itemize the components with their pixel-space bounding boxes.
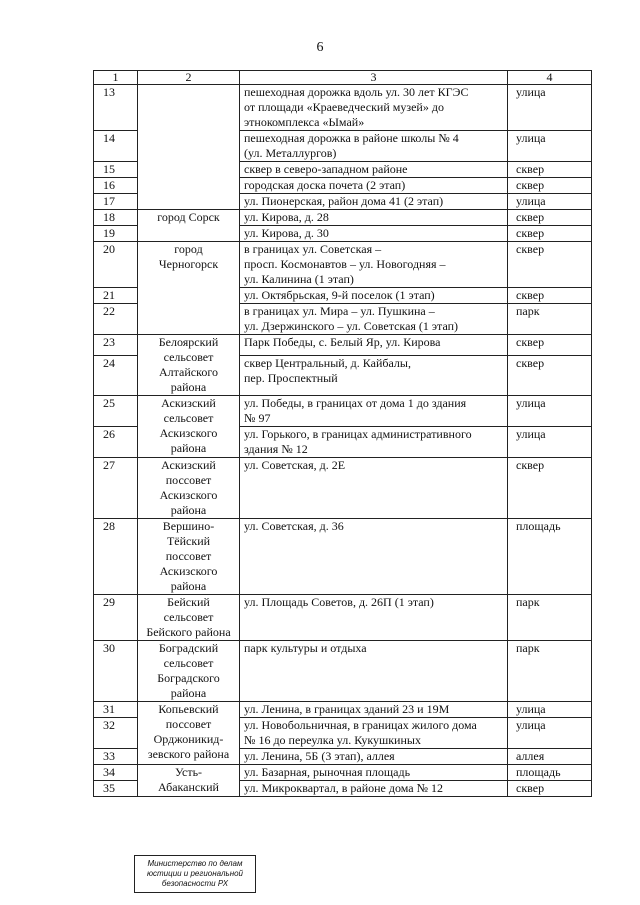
municipality-line: город Сорск — [157, 210, 220, 224]
object-line: ул. Октябрьская, 9-й поселок (1 этап) — [244, 288, 435, 302]
object-type: улица — [508, 718, 592, 749]
object-line: просп. Космонавтов – ул. Новогодняя – — [244, 257, 446, 271]
object-line: ул. Базарная, рыночная площадь — [244, 765, 411, 779]
object-cell — [240, 427, 508, 458]
object-line: пешеходная дорожка в районе школы № 4 — [244, 131, 459, 145]
municipality-line: сельсовет — [163, 656, 214, 670]
object-type: улица — [508, 427, 592, 458]
object-type: сквер — [508, 210, 592, 226]
municipality-line: поссовет — [165, 549, 212, 563]
object-line: (ул. Металлургов) — [244, 146, 337, 160]
municipality-cell — [138, 458, 240, 519]
object-type: сквер — [508, 178, 592, 194]
row-number: 29 — [94, 595, 138, 641]
object-line: сквер в северо-западном районе — [244, 162, 408, 176]
object-line: ул. Горького, в границах административного — [244, 427, 472, 441]
object-line: ул. Ленина, 5Б (3 этап), аллея — [244, 749, 395, 763]
object-type: сквер — [508, 288, 592, 304]
header-col-1: 1 — [94, 71, 138, 85]
municipality-line: поссовет — [165, 717, 212, 731]
object-type: парк — [508, 304, 592, 335]
row-number: 33 — [94, 749, 138, 765]
object-type: аллея — [508, 749, 592, 765]
objects-table — [93, 70, 592, 797]
object-line: ул. Пионерская, район дома 41 (2 этап) — [244, 194, 444, 208]
object-cell — [240, 718, 508, 749]
table-row — [94, 458, 592, 519]
row-number: 19 — [94, 226, 138, 242]
row-number: 17 — [94, 194, 138, 210]
municipality-line: Белоярский — [158, 335, 219, 349]
object-type: сквер — [508, 226, 592, 242]
municipality-line: сельсовет — [163, 411, 214, 425]
object-line: от площади «Краеведческий музей» до — [244, 100, 444, 114]
object-cell — [240, 519, 508, 595]
object-line: ул. Кирова, д. 30 — [244, 226, 329, 240]
municipality-cell — [138, 765, 240, 797]
header-col-4: 4 — [508, 71, 592, 85]
object-type: улица — [508, 702, 592, 718]
object-type: сквер — [508, 781, 592, 797]
object-line: ул. Кирова, д. 28 — [244, 210, 329, 224]
object-line: городская доска почета (2 этап) — [244, 178, 406, 192]
municipality-cell — [138, 210, 240, 242]
header-col-2: 2 — [138, 71, 240, 85]
object-cell — [240, 765, 508, 781]
municipality-line: Алтайского — [159, 365, 218, 379]
object-cell — [240, 288, 508, 304]
object-cell — [240, 85, 508, 131]
page-number: 6 — [316, 40, 324, 55]
object-type: улица — [508, 85, 592, 131]
object-line: в границах ул. Советская – — [244, 242, 382, 256]
table-row — [94, 519, 592, 595]
object-line: ул. Дзержинского – ул. Советская (1 этап) — [244, 319, 459, 333]
row-number: 21 — [94, 288, 138, 304]
municipality-line: Черногорск — [158, 257, 219, 271]
municipality-line: Аскизский — [161, 396, 216, 410]
municipality-line: Орджоникид- — [153, 732, 224, 746]
object-line: № 16 до переулка ул. Кукушкиных — [244, 733, 421, 747]
header-row — [94, 71, 592, 85]
municipality-line: поссовет — [165, 473, 212, 487]
stamp-line: Министерство по делам — [147, 859, 243, 868]
municipality-line: город — [174, 242, 203, 256]
municipality-line: сельсовет — [163, 350, 214, 364]
row-number: 28 — [94, 519, 138, 595]
object-cell — [240, 595, 508, 641]
object-line: ул. Победы, в границах от дома 1 до здания — [244, 396, 467, 410]
row-number: 26 — [94, 427, 138, 458]
object-type: парк — [508, 641, 592, 702]
table-row — [94, 335, 592, 356]
row-number: 24 — [94, 355, 138, 395]
municipality-cell — [138, 595, 240, 641]
table-row — [94, 702, 592, 718]
header-col-3: 3 — [240, 71, 508, 85]
row-number: 35 — [94, 781, 138, 797]
table-row — [94, 765, 592, 781]
object-type: улица — [508, 131, 592, 162]
object-line: ул. Ленина, в границах зданий 23 и 19М — [244, 702, 450, 716]
municipality-line: района — [170, 579, 207, 593]
object-line: здания № 12 — [244, 442, 308, 456]
table-row — [94, 210, 592, 226]
object-cell — [240, 131, 508, 162]
object-line: парк культуры и отдыха — [244, 641, 367, 655]
object-line: ул. Советская, д. 2Е — [244, 458, 346, 472]
municipality-line: Аскизского — [159, 564, 218, 578]
object-cell — [240, 335, 508, 356]
object-line: пер. Проспектный — [244, 370, 338, 385]
object-line: ул. Калинина (1 этап) — [244, 272, 354, 286]
row-number: 27 — [94, 458, 138, 519]
municipality-line: Тёйский — [166, 534, 211, 548]
object-type: площадь — [508, 519, 592, 595]
row-number: 16 — [94, 178, 138, 194]
object-line: ул. Советская, д. 36 — [244, 519, 344, 533]
municipality-cell — [138, 335, 240, 396]
object-cell — [240, 641, 508, 702]
municipality-cell — [138, 641, 240, 702]
object-line: сквер Центральный, д. Кайбалы, — [244, 355, 411, 370]
municipality-cell — [138, 702, 240, 765]
municipality-cell — [138, 396, 240, 458]
object-line: ул. Микроквартал, в районе дома № 12 — [244, 781, 444, 795]
object-line: ул. Новобольничная, в границах жилого дома — [244, 718, 477, 732]
object-type: сквер — [508, 242, 592, 288]
object-type: сквер — [508, 458, 592, 519]
object-cell — [240, 458, 508, 519]
municipality-line: Вершино- — [162, 519, 215, 533]
object-line: этнокомплекса «Ымай» — [244, 115, 365, 129]
table-row — [94, 242, 592, 288]
object-cell — [240, 304, 508, 335]
object-line: в границах ул. Мира – ул. Пушкина – — [244, 304, 435, 318]
municipality-line: района — [170, 380, 207, 394]
object-cell — [240, 194, 508, 210]
row-number: 32 — [94, 718, 138, 749]
ministry-stamp — [134, 855, 256, 893]
object-cell — [240, 210, 508, 226]
municipality-line: сельсовет — [163, 610, 214, 624]
municipality-line: Боградский — [158, 641, 219, 655]
municipality-cell — [138, 242, 240, 335]
object-line: № 97 — [244, 411, 271, 425]
municipality-line: района — [170, 441, 207, 455]
municipality-cell — [138, 85, 240, 210]
municipality-line: Аскизский — [161, 458, 216, 472]
municipality-line: зевского района — [147, 747, 230, 761]
object-type: сквер — [508, 355, 592, 395]
row-number: 18 — [94, 210, 138, 226]
row-number: 23 — [94, 335, 138, 356]
object-cell — [240, 749, 508, 765]
municipality-line: района — [170, 503, 207, 517]
object-cell — [240, 355, 508, 395]
object-type: улица — [508, 396, 592, 427]
object-type: сквер — [508, 162, 592, 178]
object-line: ул. Площадь Советов, д. 26П (1 этап) — [244, 595, 434, 609]
object-type: сквер — [508, 335, 592, 356]
table-body — [94, 71, 592, 797]
object-type: парк — [508, 595, 592, 641]
object-cell — [240, 781, 508, 797]
municipality-line: Абаканский — [158, 780, 219, 794]
municipality-line: Бейский — [167, 595, 210, 609]
object-cell — [240, 178, 508, 194]
object-line: Парк Победы, с. Белый Яр, ул. Кирова — [244, 335, 441, 349]
row-number: 25 — [94, 396, 138, 427]
row-number: 31 — [94, 702, 138, 718]
row-number: 14 — [94, 131, 138, 162]
municipality-line: Усть- — [174, 765, 203, 779]
municipality-line: района — [170, 686, 207, 700]
object-type: улица — [508, 194, 592, 210]
stamp-line: безопасности РХ — [161, 879, 229, 888]
municipality-line: Бейского района — [146, 625, 231, 639]
table-row — [94, 595, 592, 641]
table-row — [94, 641, 592, 702]
object-cell — [240, 226, 508, 242]
row-number: 30 — [94, 641, 138, 702]
object-cell — [240, 396, 508, 427]
object-cell — [240, 242, 508, 288]
row-number: 34 — [94, 765, 138, 781]
municipality-line: Копьевский — [158, 702, 219, 716]
row-number: 20 — [94, 242, 138, 288]
object-line: пешеходная дорожка вдоль ул. 30 лет КГЭС — [244, 85, 469, 99]
table-row — [94, 396, 592, 427]
object-cell — [240, 702, 508, 718]
object-type: площадь — [508, 765, 592, 781]
object-cell — [240, 162, 508, 178]
table-row — [94, 85, 592, 131]
stamp-line: юстиции и региональной — [146, 869, 244, 878]
row-number: 13 — [94, 85, 138, 131]
municipality-line: Аскизского — [159, 426, 218, 440]
municipality-line: Боградского — [157, 671, 220, 685]
municipality-cell — [138, 519, 240, 595]
row-number: 22 — [94, 304, 138, 335]
municipality-line: Аскизского — [159, 488, 218, 502]
row-number: 15 — [94, 162, 138, 178]
